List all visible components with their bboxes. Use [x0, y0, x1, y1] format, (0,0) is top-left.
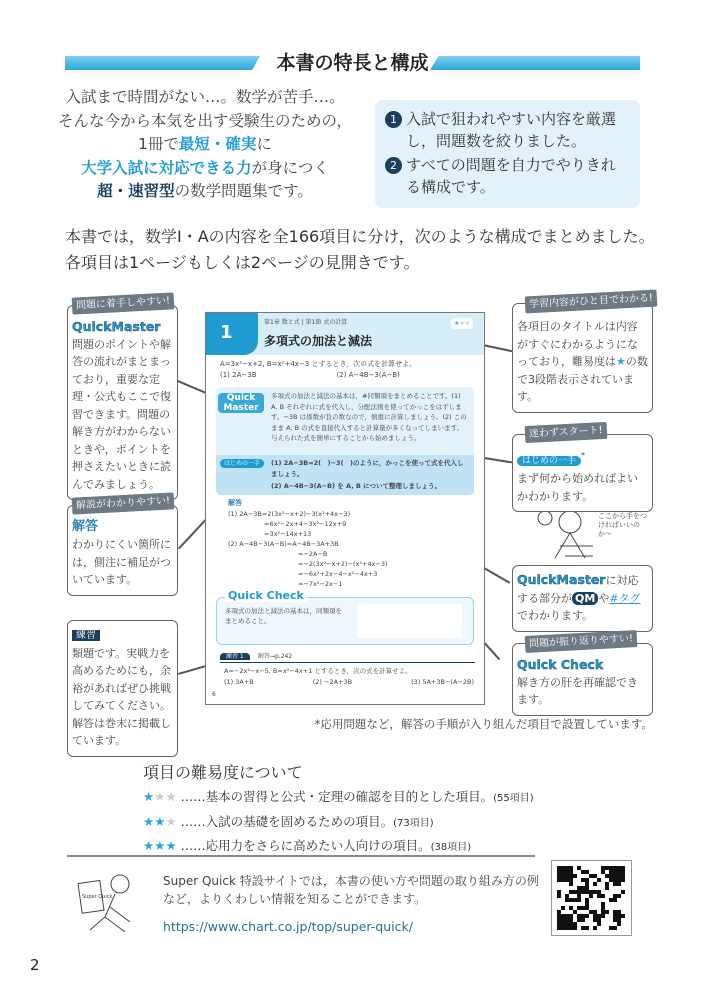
t: の数で3段階表示されています。: [517, 355, 648, 403]
callout-heading: Quick Check: [517, 657, 604, 672]
answer-line: =−2(3x²−x+2)−(x²+4x−3): [298, 560, 388, 568]
callout-text: わかりにくい箇所には，側注に補足がついています。: [72, 538, 171, 586]
difficulty-row: [143, 811, 534, 836]
logo-text: Super Quick: [82, 894, 113, 900]
highlight: 最短・確実: [178, 135, 257, 153]
item-count: (73項目): [393, 817, 434, 829]
star-icon: ★: [154, 789, 166, 804]
first-step-badge: はじめの一手: [517, 456, 581, 466]
breadcrumb: 第1章 数と式 | 第1節 式の計算: [264, 319, 348, 326]
number-badge: 2: [385, 157, 402, 174]
feature-item: [385, 108, 630, 152]
number-badge: 1: [385, 111, 402, 128]
star-icon: ★: [165, 813, 177, 829]
star-rating: [143, 838, 177, 853]
star-icon: ★: [154, 838, 166, 853]
t: に対応する部分が: [517, 574, 639, 605]
callout-title: [512, 292, 654, 413]
illustration-caption: ここから手をつければいいのか〜: [598, 512, 647, 538]
callout-answer: [67, 495, 178, 596]
t: の数学問題集です。: [174, 182, 313, 200]
qm-text: 多項式の加法と減法の基本は，#同類項をまとめることです。(1) A, B それぞれに式を代入し，分配法則を使ってかっこをはずします。−3B は係数が負の数なので，慎重に計算しましょう。(2) このまま A, B の式を直接代入すると計算量が多くなってしまいます。与えられた式を簡単にすることから始めましょう。: [271, 392, 467, 442]
t: (2) −2A+3B: [312, 678, 353, 686]
answer-lines: [228, 509, 468, 589]
intro-line: そんな今から本気を出す受験生のための，: [58, 111, 352, 130]
star-rating: [143, 789, 177, 804]
qc-text: 多項式の加法と減法の基本は，同類項をまとめること。: [225, 607, 342, 625]
callout-text: 問題のポイントや解答の流れがまとまっており，重要な定理・公式もここで復習できます。問題の解き方がわからないときや，ポイントを押さえたいときに読んでみましょう。: [72, 337, 171, 491]
intro-line: 入試まで時間がない…。数学が苦手…。: [65, 88, 345, 106]
difficulty-heading: 項目の難易度について: [143, 763, 303, 782]
exercise-label: 練習 1: [220, 653, 250, 660]
highlight: 超・速習型: [97, 182, 175, 200]
callout-tag: 解説がわかりやすい!: [72, 492, 175, 514]
difficulty-text: ……基本の習得と公式・定理の確認を目的とした項目。: [180, 789, 494, 804]
intro-line: [55, 133, 355, 157]
qm-badge: QM: [572, 592, 598, 605]
problem: [220, 359, 475, 381]
mascot-illustration: [70, 862, 140, 937]
problem-text: A=3x²−x+2, B=x²+4x−3 とするとき，次の式を計算せよ。: [220, 360, 417, 368]
difficulty-section: [143, 760, 534, 860]
intro-line: [55, 180, 355, 204]
highlight: 大学入試に対応できる力: [81, 158, 252, 177]
feature-item: [385, 154, 630, 198]
t: 1冊で: [138, 135, 179, 153]
t: (2) A−4B−3(A−B) を A, B について整理しましょう。: [271, 482, 442, 490]
quick-check-label: Quick Check: [225, 589, 307, 602]
t: でわかります。: [517, 609, 594, 622]
callout-quick-check: [512, 633, 653, 716]
tag-link: #タグ: [609, 591, 641, 605]
quick-check-box: [216, 589, 474, 645]
t: 各項目のタイトルは内容がすぐにわかるようになっており，難易度は: [517, 320, 638, 368]
practice-badge: 練習: [72, 630, 100, 641]
t: (3) 5A+3B−(A−2B): [411, 678, 474, 686]
first-step: [216, 455, 474, 495]
star-icon: ★: [165, 789, 177, 804]
t: (1) 2A−3B=2( )−3( )のように，かっこを使って式を代入しましょう。: [271, 459, 464, 478]
answer-label: 解答: [228, 499, 242, 507]
footer-text: Super Quick 特設サイトでは，本書の使い方や問題の取り組み方の例など，よりくわしい情報を知ることができます。: [163, 874, 539, 906]
feature-text: 入試で狙われやすい内容を厳選し，問題数を絞りました。: [406, 110, 617, 150]
star-rating: [143, 814, 177, 829]
exercise-ref: 解答→p.242: [257, 653, 293, 660]
difficulty-stars: ★★★: [451, 318, 473, 329]
callout-quickmaster: [67, 295, 178, 500]
callout-first-step: 迷わずスタート! はじめの一手* まず何から始めればよいかわかります。: [512, 434, 653, 512]
intro-line: [55, 157, 355, 181]
footnote: *応用問題など，解答の手順が入り組んだ項目で設置しています。: [314, 717, 653, 731]
exercise-items: [224, 677, 474, 687]
star-icon: ★: [143, 789, 155, 804]
answer-line: =−2A−B: [298, 550, 328, 558]
callout-tag: 問題が振り返りやすい!: [525, 630, 638, 653]
website-link[interactable]: https://www.chart.co.jp/top/super-quick/: [163, 919, 413, 934]
figures-illustration: [357, 604, 462, 638]
callout-heading: QuickMaster: [517, 572, 606, 587]
answer-line: =−6x²+2x−4−x²−4x+3: [298, 570, 378, 578]
t: (1) 3A+B: [224, 678, 254, 686]
item-count: (55項目): [493, 793, 534, 804]
problem-items: [220, 370, 475, 381]
callout-tags: [512, 565, 653, 632]
t: (2) A−4B−3(A−B): [336, 371, 400, 379]
answer-line: (2) A−4B−3(A−B)=A−4B−3A+3B: [228, 540, 339, 548]
star-icon: ★: [143, 838, 155, 853]
difficulty-text: ……応用力をさらに高めたい人向けの項目。: [180, 838, 431, 853]
callout-text: 類題です。実戦力を高めるためにも，余裕があればぜひ挑戦してみてください。解答は巻末に掲載しています。: [72, 646, 171, 747]
difficulty-text: ……入試の基礎を固めるための項目。: [180, 813, 394, 829]
sample-page: [205, 312, 485, 705]
student-illustration: [535, 508, 595, 560]
callout-tag: 学習内容がひと目でわかる!: [525, 290, 658, 314]
answer-line: =−7x²−2x−1: [298, 580, 343, 588]
first-step-badge: はじめの一手: [220, 459, 264, 468]
features-box: [375, 100, 640, 208]
exercise-header: [220, 651, 475, 663]
exercise-problem: A=−2x²−x−5, B=x²−4x+1 とするとき，次の式を計算せよ。: [224, 667, 412, 675]
callout-text: 解き方の肝を再確認できます。: [517, 675, 638, 706]
difficulty-row: [143, 786, 534, 811]
page-number: 2: [30, 956, 40, 974]
answer-line: (1) 2A−3B=2(3x²−x+2)−3(x²+4x−3): [228, 510, 351, 518]
answer-line: =6x²−2x+4−3x²−12x+9: [264, 520, 347, 528]
qr-code[interactable]: [551, 860, 632, 936]
qr-code-pattern: [557, 866, 626, 930]
star-icon: ★: [143, 813, 155, 829]
star-icon: ★: [154, 813, 166, 829]
callout-heading: 解答: [72, 519, 99, 534]
callout-text: まず何から始めればよいかわかります。: [517, 472, 638, 503]
t: (1) 2A−3B: [220, 371, 257, 379]
description-paragraph: 本書では，数学Ⅰ・Aの内容を全166項目に分け，次のような構成でまとめました。各項目は1ページもしくは2ページの見開きです。: [65, 227, 655, 272]
qm-label: Quick Master: [218, 393, 264, 413]
t: や: [598, 591, 610, 605]
divider: [67, 855, 535, 857]
difficulty-rows: [143, 786, 534, 860]
page-title: 本書の特長と構成: [276, 52, 429, 74]
item-number: 1: [206, 313, 258, 355]
item-count: (38項目): [430, 842, 472, 853]
callout-text: [517, 318, 648, 406]
sample-page-number: 6: [212, 691, 216, 698]
quickmaster-box: [216, 387, 474, 495]
callout-heading: QuickMaster: [72, 319, 161, 334]
star-icon: ★: [165, 838, 177, 853]
item-title: 多項式の加法と減法: [264, 334, 373, 348]
intro-text: [55, 86, 355, 204]
answer-line: =3x²−14x+13: [264, 530, 312, 538]
callout-tag: 問題に着手しやすい!: [72, 292, 175, 314]
callout-practice: [67, 620, 178, 757]
callout-tag: 迷わずスタート!: [525, 422, 607, 443]
feature-text: すべての問題を自力でやりきれる構成です。: [406, 156, 616, 196]
t: に: [256, 135, 272, 153]
star-icon: ★: [616, 355, 626, 368]
t: が身につく: [251, 158, 329, 177]
